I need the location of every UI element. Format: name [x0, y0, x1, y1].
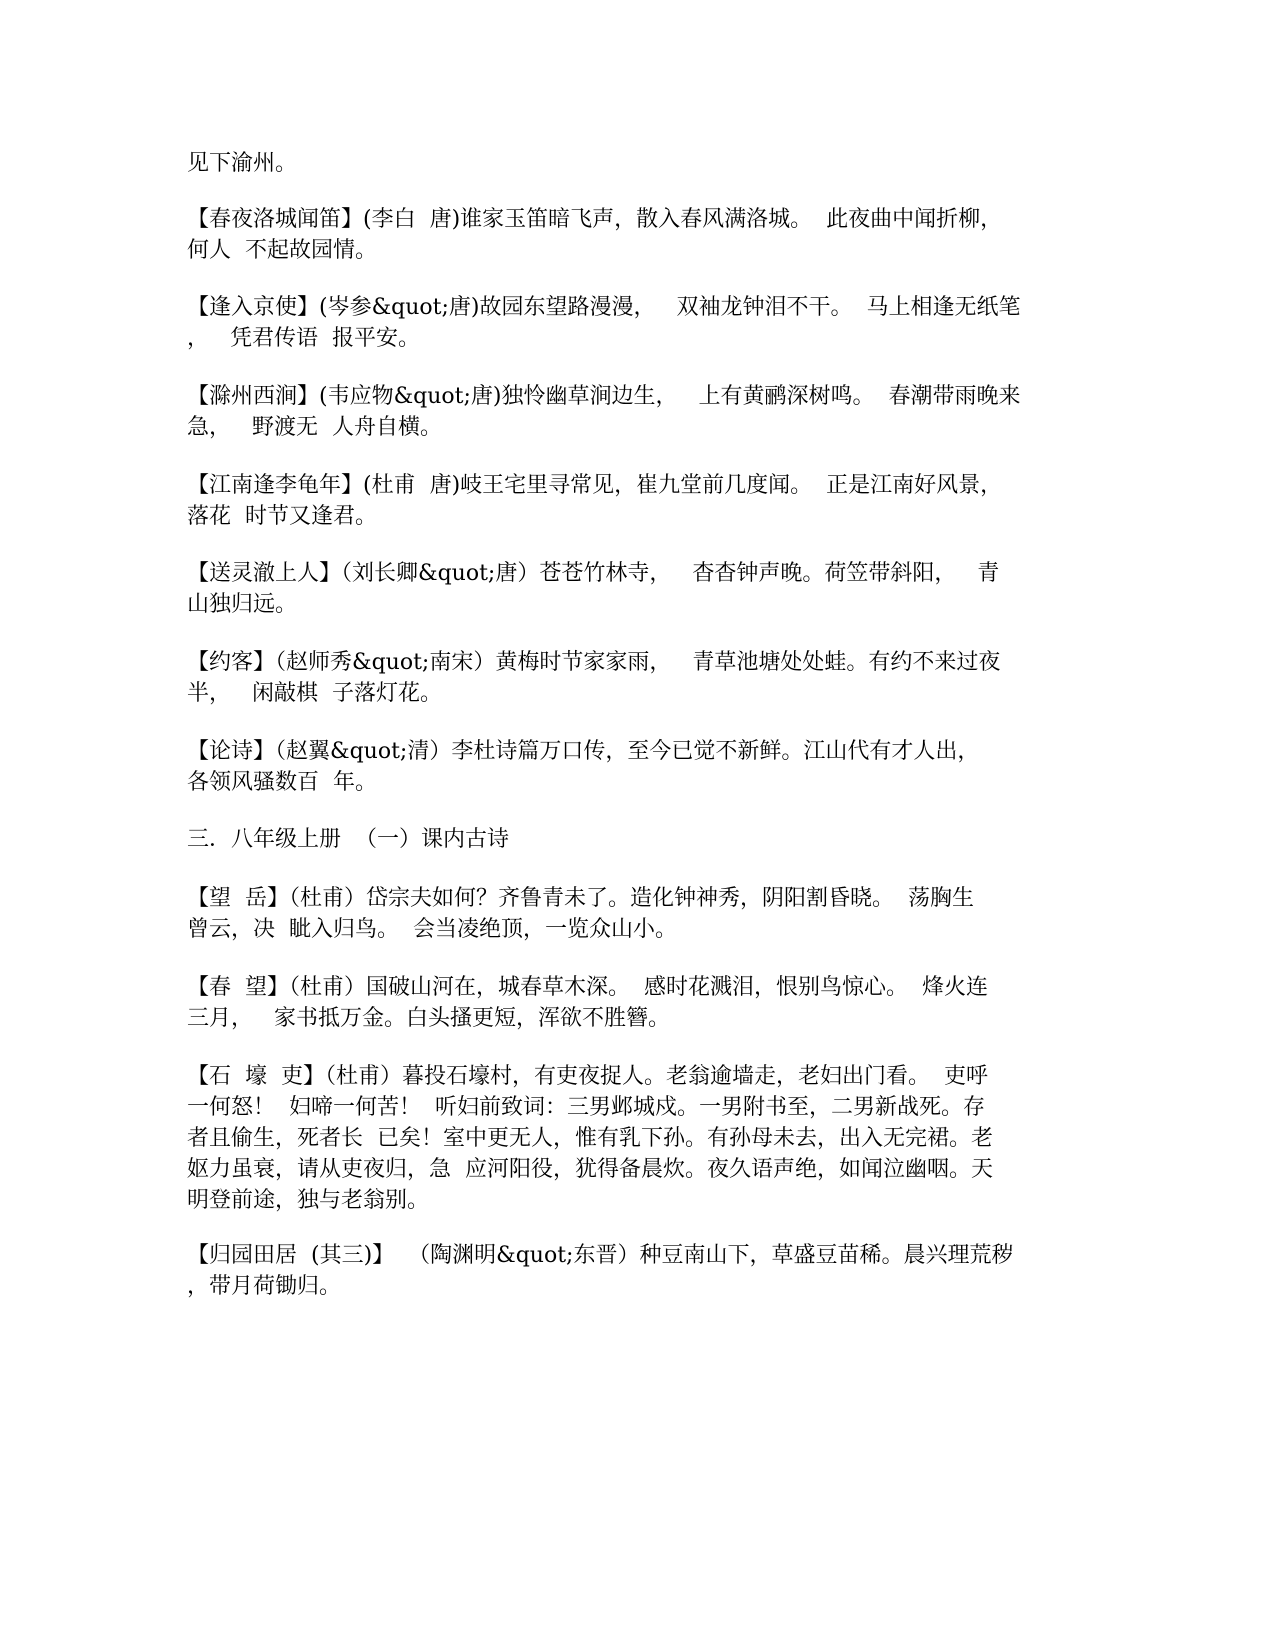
poem-feng-rujing-shi: 【逢入京使】(岑参&quot;唐)故园东望路漫漫， 双袖龙钟泪不干。 马上相逢无纸笔 ， 凭君传语 报平安。: [187, 295, 1021, 351]
paragraph-intro-line: 见下渝州。: [187, 151, 298, 176]
poem-song-lingche-shangren: 【送灵澈上人】（刘长卿&quot;唐）苍苍竹林寺， 杳杳钟声晚。荷笠带斜阳， 青 山独归远。: [187, 561, 1000, 617]
poem-chuzhou-xijian: 【滁州西涧】(韦应物&quot;唐)独怜幽草涧边生， 上有黄鹂深树鸣。 春潮带雨晚来 急， 野渡无 人舟自横。: [187, 384, 1021, 440]
poem-guiyuan-tianju: 【归园田居 (其三)】 （陶渊明&quot;东晋）种豆南山下，草盛豆苗稀。晨兴理荒秽 ，带月荷锄归。: [187, 1243, 1014, 1299]
poem-lunshi: 【论诗】（赵翼&quot;清）李杜诗篇万口传，至今已觉不新鲜。江山代有才人出， 各领风骚数百 年。: [187, 739, 980, 795]
poem-chunye-luocheng-wendi: 【春夜洛城闻笛】(李白 唐)谁家玉笛暗飞声，散入春风满洛城。 此夜曲中闻折柳， 何人 不起故园情。: [187, 207, 1003, 263]
poem-chunwang: 【春 望】（杜甫）国破山河在，城春草木深。 感时花溅泪，恨别鸟惊心。 烽火连 三月， 家书抵万金。白头搔更短，浑欲不胜簪。: [187, 975, 988, 1031]
section-heading: 三．八年级上册 （一）课内古诗: [187, 827, 509, 852]
poem-wangyue: 【望 岳】（杜甫）岱宗夫如何？齐鲁青未了。造化钟神秀，阴阳割昏晓。 荡胸生 曾云，决 眦入归鸟。 会当凌绝顶，一览众山小。: [187, 886, 974, 942]
poem-yueke: 【约客】（赵师秀&quot;南宋）黄梅时节家家雨， 青草池塘处处蛙。有约不来过夜 半， 闲敲棋 子落灯花。: [187, 650, 1001, 706]
poem-shihao-li: 【石 壕 吏】（杜甫）暮投石壕村，有吏夜捉人。老翁逾墙走，老妇出门看。 吏呼 一何怒！ 妇啼一何苦！ 听妇前致词：三男邺城戍。一男附书至，二男新战死。存 者且偷生，死者长 已矣！室中更无人，惟有乳下孙。有孙母未去，出入无完裙。老 妪力虽衰，请从吏夜归，急 应河阳役，犹得备晨炊。夜久语声绝，如闻泣幽咽。天 明登前途，独与老翁别。: [187, 1064, 993, 1213]
poem-jiangnan-feng-liguinian: 【江南逢李龟年】(杜甫 唐)岐王宅里寻常见，崔九堂前几度闻。 正是江南好风景， 落花 时节又逢君。: [187, 473, 1003, 529]
